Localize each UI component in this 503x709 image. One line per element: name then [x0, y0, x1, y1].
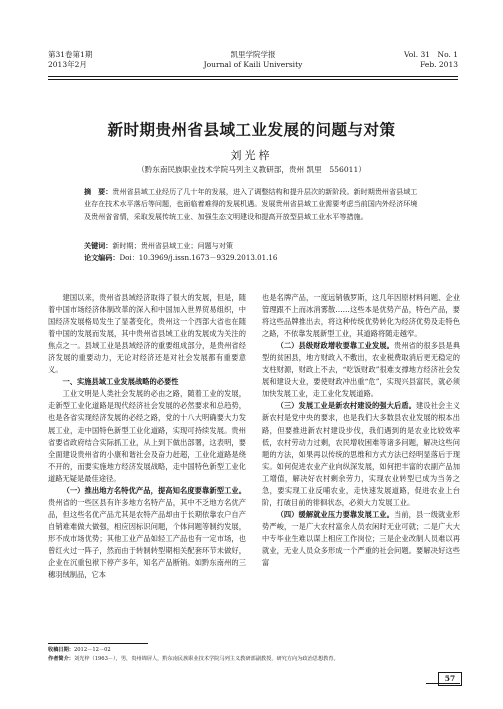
body-column-right — [262, 292, 460, 569]
date-en: Feb. 2013 — [420, 59, 458, 69]
keywords-label: 关键词： — [84, 241, 113, 250]
doi-label: 论文编码： — [84, 253, 120, 262]
continued-paragraph: 也是名牌产品，一度远销俄罗斯，这几年因原材料问题、企业管理跟不上而冰消雾散……这些本是优势产品，特色产品，要将这些品牌推出去，将这种传统优势转化为经济优势及走特色之路，不依靠发展新型工业，其道路将随走越窄。 — [262, 293, 460, 339]
abstract-label: 摘 要： — [84, 187, 113, 196]
received-date: 2012－12－02 — [73, 647, 111, 653]
volume-en: Vol. 31 No. 1 — [404, 50, 458, 59]
author-bio-label: 作者简介： — [48, 656, 74, 662]
page-number: 57 — [438, 672, 462, 686]
keywords-text: 新时期；贵州省县域工业；问题与对策 — [112, 241, 233, 250]
intro-paragraph: 建国以来，贵州省县域经济取得了很大的发展，但是，随着中国市场经济体制改革的深入和中国加入世界贸易组织，中国经济发展格局发生了显著变化，贵州这一个西部大省也在随着中国的发展而发展，其中贵州省县域工业的发展成为关注的焦点之一。县域工业是县域经济的重要组成部分，是贵州省经济发展的重要动力，无论对经济还是对社会发展都有重要意义。 — [48, 293, 246, 375]
section-heading-1: 一、实施县域工业发展战略的必要性 — [62, 377, 179, 387]
doi-text: Doi：10.3969/j.issn.1673－9329.2013.01.16 — [119, 253, 278, 262]
journal-en: Journal of Kaili University — [203, 59, 303, 69]
subsection-3-heading: （三）发展工业是新农村建设的强大后盾。 — [276, 401, 417, 411]
subsection-2-heading: （二）县级财政增收要靠工业发展。 — [276, 341, 394, 351]
keywords-block — [84, 240, 424, 264]
author-bio: 刘光梓（1963－），男，贵州锦屏人，黔东南民族职业技术学院马列主义教研部副教授，研究方向为政治思想教育。 — [73, 656, 339, 662]
section1-paragraph: 工业文明是人类社会发展的必由之路，随着工业的发展，走新型工业化道路是现代经济社会发展的必然要求和总趋势，也是各省实现经济发展的必经之路，党的十八大明确要大力发展工业，走中国特色新型工业化道路，实现可持续发展。贵州省要省政府结合实际抓工业，从上到下做出部署，这表明，要全面建设贵州省的小康和谐社会及奋力赶超，工业化道路是绕不开的，而要实施地方经济发展战略，走中国特色新型工业化道路无疑是最佳途径。 — [48, 389, 246, 483]
header-rule-thin — [48, 79, 458, 80]
journal-cn: 凯里学院学报 — [230, 50, 276, 59]
body-column-left — [48, 292, 246, 581]
footnote — [48, 646, 458, 664]
subsection-2 — [262, 340, 460, 400]
abstract-text: 贵州省县域工业经历了几十年的发展，进入了调整结构和提升层次的新阶段。新时期贵州省县域工业存在技术水平落后等问题，也面临着难得的发展机遇。发展贵州省县域工业需要考虑当前国内外经济环境及贵州省省情，采取发展传统工业、加强生态文明建设和提高开放型县域工业水平等措施。 — [84, 187, 418, 221]
paper-author: 刘光梓 — [230, 149, 273, 162]
subsection-2-text: 贵州省的很多县是典型的贫困县，地方财政入不敷出，农业税费取消后更无稳定的支柱财源，财政上不去，“吃饭财政”很难支撑地方经济社会发展和建设大业，要使财政冲出重“危”，实现兴县富民，就必须加快发展工业，走工业化发展道路。 — [262, 341, 460, 399]
page-number-rule — [426, 683, 460, 684]
volume-cn: 第31卷第1期 — [48, 50, 93, 59]
abstract — [84, 186, 424, 223]
subsection-4-text: 当前，县一级就业形势严峻，一是广大农村富余人员农闲时无业可就；二是广大大中专毕业生难以谋上相应工作岗位；三是企业改制人员难以再就业，无业人员众多形成一个严重的社会问题。要解决好这些富 — [262, 509, 460, 568]
subsection-3-text: 建设社会主义新农村是党中央的要求，也是我们大多数县农业发展的根本出路，但要推进新农村建设步伐，我们遇到的是农业比较效率低，农村劳动力过剩，农民增收困难等诸多问题，解决这些问题的方法，如果再以传统的思维和方式方法已经明显落后于现实。如何促进农业产业向纵深发展，如何把丰富的农副产品加工增值，解决好农村剩余劳力，实现农业转型已成为当务之急，要实现工业反哺农业，走快速发展道路，促进农业上台阶，打破目前的徘徊状态，必须大力发展工业。 — [262, 401, 460, 507]
footnote-rule — [48, 643, 148, 644]
header-center — [48, 50, 458, 69]
received-label: 收稿日期： — [48, 647, 74, 653]
subsection-1-heading: （一）推出地方名特优产品，提高知名度要靠新型工业。 — [62, 485, 246, 495]
header-right — [404, 50, 458, 69]
subsection-4 — [262, 509, 460, 569]
paper-title: 新时期贵州省县域工业发展的问题与对策 — [107, 120, 396, 139]
subsection-4-heading: （四）缓解就业压力要靠发展工业。 — [276, 509, 394, 519]
subsection-1-text: 贵州省的一些区县有许多地方名特产品，其中不乏地方名优产品，但这些名优产品尤其是农特产品却由于长期依靠农户自产自销难难做大做强，相应因标识问题，个体问题等制约发展，形不成市场优势；其他工业产品如轻工产品也有一定市场，也曾红火过一阵子，然而由于转制转型期相关配套环节未做好，企业在沉重包袱下停产多年，知名产品断销。如黔东南州的三穗羽绒制品，它本 — [48, 497, 246, 580]
subsection-1 — [48, 485, 246, 581]
author-affiliation: （黔东南民族职业技术学院马列主义教研部，贵州 凯里 556011） — [137, 165, 366, 174]
date-cn: 2013年2月 — [48, 59, 87, 69]
subsection-3 — [262, 400, 460, 508]
header-rule-thick — [48, 76, 458, 77]
